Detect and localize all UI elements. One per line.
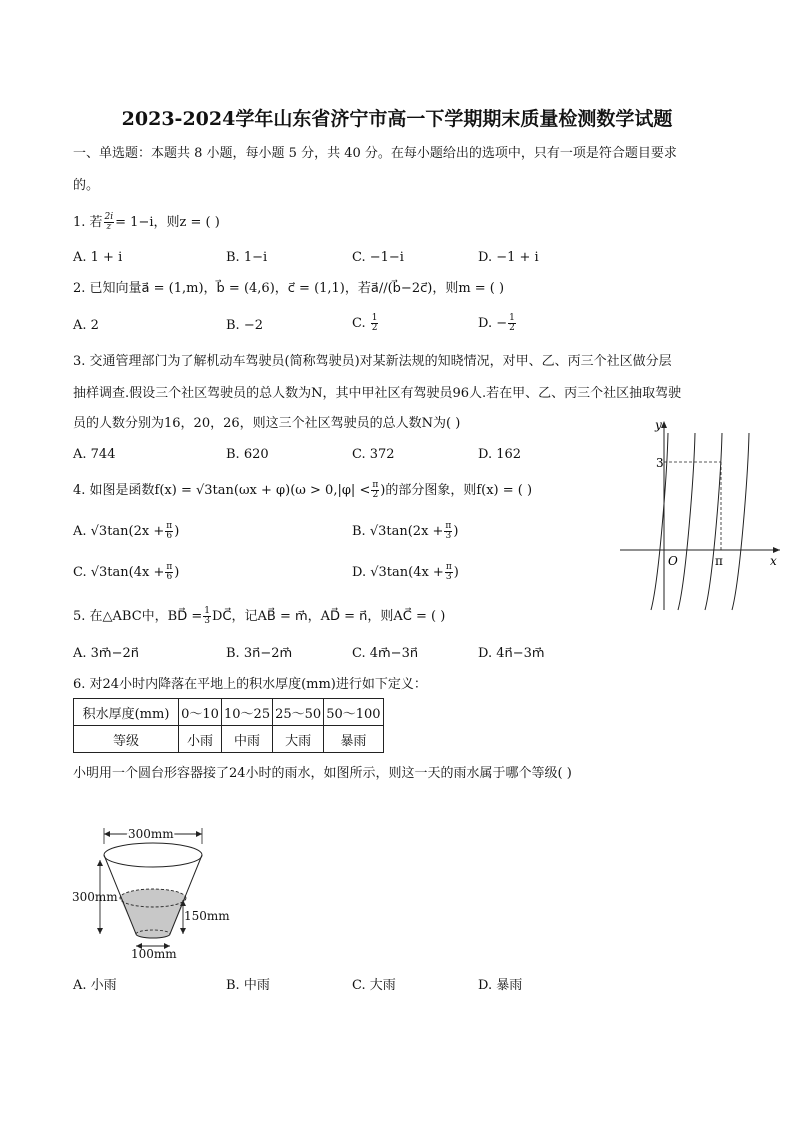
question-2-option-c[interactable]: C. $\frac{1}{2}$ <box>352 313 378 333</box>
section-instructions-line1: 一、单选题：本题共 8 小题，每小题 5 分，共 40 分。在每小题给出的选项中，只有一项是符合题目要求 <box>73 146 677 161</box>
water-surface <box>120 889 186 907</box>
tangent-branch-4 <box>732 433 749 610</box>
question-3-option-c[interactable]: C. 372 <box>352 447 395 462</box>
tangent-graph <box>615 415 785 615</box>
question-1-option-c[interactable]: C. −1−i <box>352 250 404 265</box>
origin-label: O <box>668 554 678 568</box>
section-instructions-line2: 的。 <box>73 178 100 193</box>
table-cell: 中雨 <box>222 726 273 753</box>
question-2-option-a[interactable]: A. 2 <box>73 318 99 333</box>
question-6-option-a[interactable]: A. 小雨 <box>73 978 117 993</box>
question-6-option-b[interactable]: B. 中雨 <box>226 978 270 993</box>
question-5-option-b[interactable]: B. 3n⃗−2m⃗ <box>226 646 293 661</box>
x-axis-label: x <box>770 554 777 568</box>
question-2-option-d[interactable]: D. − $\frac{1}{2}$ <box>478 313 515 333</box>
question-4-option-b[interactable]: B. √3tan(2x + $\frac{\pi}{3}$ ) <box>352 521 459 541</box>
table-cell: 0～10 <box>179 699 222 726</box>
tangent-branch-2 <box>678 433 695 610</box>
page-title: 2023-2024学年山东省济宁市高一下学期期末质量检测数学试题 <box>121 108 673 130</box>
frustum-container-figure <box>70 822 240 962</box>
y-tick-label: 3 <box>656 456 664 470</box>
table-cell: 小雨 <box>179 726 222 753</box>
question-6-stem-2: 小明用一个圆台形容器接了24小时的雨水，如图所示，则这一天的雨水属于哪个等级( ) <box>73 766 572 781</box>
question-6-stem: 6. 对24小时内降落在平地上的积水厚度(mm)进行如下定义： <box>73 677 427 692</box>
table-cell: 25～50 <box>273 699 324 726</box>
question-6-option-d[interactable]: D. 暴雨 <box>478 978 523 993</box>
x-axis-arrow <box>773 547 780 553</box>
question-4-stem: 4. 如图是函数f(x) = √3tan(ωx + φ)(ω > 0,|φ| < $\frac{\pi}{2}$ )的部分图象，则f(x) = ( ) <box>73 480 533 500</box>
question-4-option-d[interactable]: D. √3tan(4x + $\frac{\pi}{3}$ ) <box>352 562 459 582</box>
question-3-line1: 3. 交通管理部门为了解机动车驾驶员(简称驾驶员)对某新法规的知晓情况，对甲、乙、丙三个社区做分层 <box>73 354 672 369</box>
table-cell: 暴雨 <box>324 726 383 753</box>
question-1-option-d[interactable]: D. −1 + i <box>478 250 539 265</box>
question-2-option-b[interactable]: B. −2 <box>226 318 263 333</box>
question-6-option-c[interactable]: C. 大雨 <box>352 978 396 993</box>
question-1-option-b[interactable]: B. 1−i <box>226 250 268 265</box>
table-cell: 10～25 <box>222 699 273 726</box>
x-tick-label: π <box>715 554 723 568</box>
question-5-stem: 5. 在△ABC中，BD⃗ = $\frac{1}{3}$ DC⃗，记AB⃗ = m⃗，AD⃗ = n⃗，则AC⃗ = ( ) <box>73 606 446 626</box>
question-3-line2: 抽样调查.假设三个社区驾驶员的总人数为N，其中甲社区有驾驶员96人.若在甲、乙、丙三个社区抽取驾驶 <box>73 386 682 401</box>
rain-level-table <box>73 698 384 753</box>
question-3-line3: 员的人数分别为16，20，26，则这三个社区驾驶员的总人数N为( ) <box>73 416 461 431</box>
question-4-option-a[interactable]: A. √3tan(2x + $\frac{\pi}{6}$ ) <box>73 521 180 541</box>
bottom-diameter-label: 100mm <box>131 947 177 961</box>
top-diameter-label: 300mm <box>128 827 174 841</box>
question-1-stem: 1. 若 $\frac{2i}{z}$ = 1−i，则z = ( ) <box>73 212 220 232</box>
question-1-option-a[interactable]: A. 1 + i <box>73 250 123 265</box>
question-3-option-b[interactable]: B. 620 <box>226 447 269 462</box>
table-cell: 大雨 <box>273 726 324 753</box>
tangent-branch-3 <box>705 433 722 610</box>
table-cell: 积水厚度(mm) <box>74 699 179 726</box>
table-row <box>74 699 384 726</box>
question-5-option-d[interactable]: D. 4n⃗−3m⃗ <box>478 646 545 661</box>
question-4-option-c[interactable]: C. √3tan(4x + $\frac{\pi}{6}$ ) <box>73 562 180 582</box>
water-depth-label: 150mm <box>184 909 230 923</box>
vessel-top-rim <box>104 843 202 867</box>
height-label: 300mm <box>72 890 118 904</box>
table-cell: 50～100 <box>324 699 383 726</box>
y-axis-arrow <box>661 421 667 428</box>
question-3-option-d[interactable]: D. 162 <box>478 447 522 462</box>
y-axis-label: y <box>655 418 662 432</box>
table-row <box>74 726 384 753</box>
question-3-option-a[interactable]: A. 744 <box>73 447 116 462</box>
question-2-stem: 2. 已知向量a⃗ = (1,m)，b⃗ = (4,6)，c⃗ = (1,1)，若a⃗//(b⃗−2c⃗)，则m = ( ) <box>73 281 505 296</box>
question-5-option-c[interactable]: C. 4m⃗−3n⃗ <box>352 646 419 661</box>
table-cell: 等级 <box>74 726 179 753</box>
question-5-option-a[interactable]: A. 3m⃗−2n⃗ <box>73 646 139 661</box>
